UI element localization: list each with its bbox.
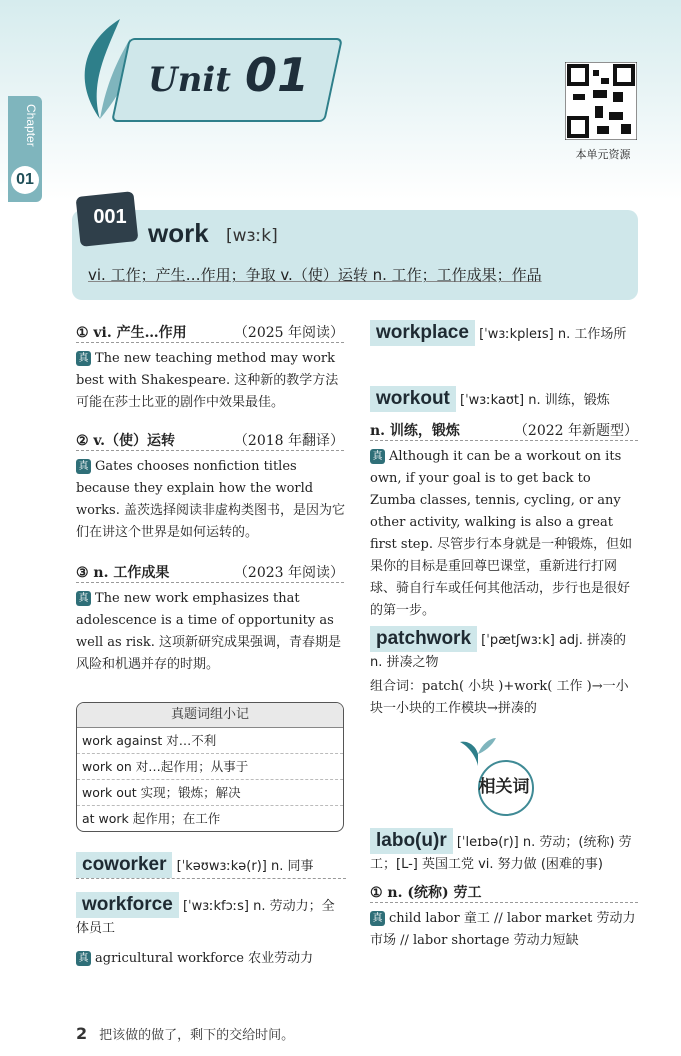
sense-3-example (76, 588, 346, 676)
entry-rest: [ˈpætʃwɜːk] adj. 拼凑的 n. 拼凑之物 (370, 633, 627, 670)
headword: patchwork (370, 626, 477, 652)
phrase-item: work on 对…起作用；从事于 (77, 754, 343, 780)
chapter-label: Chapter (24, 104, 38, 147)
patchwork-note: 组合词：patch( 小块 )+work( 工作 )→一小块一小块的工作模块→拼凑的 (370, 679, 629, 716)
phrase-item: at work 起作用；在工作 (82, 811, 221, 826)
workplace-entry (370, 320, 638, 346)
phrase-notes-box (76, 702, 344, 832)
workout-example (370, 446, 638, 622)
chapter-number: 01 (11, 166, 39, 194)
sense-1-head (76, 320, 344, 343)
sense-2-head (76, 428, 344, 451)
sense-source: （2018 年翻译） (233, 433, 344, 449)
unit-word: Unit (148, 60, 231, 100)
entry-rest: [ˈwɜːkpleɪs] n. 工作场所 (479, 327, 627, 342)
zhen-icon: 真 (76, 351, 91, 366)
workforce-entry (76, 892, 346, 940)
headword: coworker (76, 852, 172, 878)
headword: workforce (76, 892, 179, 918)
zhen-icon: 真 (76, 591, 91, 606)
entry-rest: [ˈwɜːkfɔːs] n. 劳动力；全体员工 (76, 899, 335, 936)
entry-number: 001 (93, 206, 127, 228)
qr-code-icon[interactable] (565, 62, 637, 140)
coworker-entry (76, 852, 346, 879)
phrase-item: work against 对…不利 (77, 728, 343, 754)
entry-phonetic: [wɜːk] (226, 226, 278, 246)
example-text: child labor 童工 // labor market 劳动力市场 // labor shortage 劳动力短缺 (370, 911, 636, 948)
workforce-example (76, 948, 346, 970)
labour-example (370, 908, 638, 952)
example-text: agricultural workforce 农业劳动力 (95, 951, 314, 966)
workout-sense-head (370, 418, 638, 441)
sense-source: （2023 年阅读） (233, 565, 344, 581)
sense-label: ② v.（使）运转 (76, 433, 176, 449)
labour-sense-head (370, 880, 638, 903)
zhen-icon: 真 (370, 911, 385, 926)
definition-text: vi. 工作；产生…作用；争取 v.（使）运转 n. 工作；工作成果；作品 (88, 266, 542, 284)
sense-label: ③ n. 工作成果 (76, 565, 170, 581)
headword: workplace (370, 320, 475, 346)
sense-source: （2025 年阅读） (233, 325, 344, 341)
zhen-icon: 真 (76, 951, 91, 966)
sense-label: ① n. (统称) 劳工 (370, 885, 482, 901)
zhen-icon: 真 (76, 459, 91, 474)
workout-entry (370, 386, 638, 412)
patchwork-entry (370, 626, 638, 674)
page-number: 2 (76, 1024, 88, 1043)
example-text: Gates chooses nonfiction titles because they explain how the world works. 盖茨选择阅读非虚构类图书，是因为它们在讲这个世界是如何运转的。 (76, 459, 345, 540)
headword: workout (370, 386, 456, 412)
entry-definition (88, 264, 628, 285)
sense-2-example (76, 456, 346, 544)
sense-source: （2022 年新题型） (513, 423, 638, 439)
example-text: The new work emphasizes that adolescence is a time of opportunity as well as risk. 这项新研究成果强调，青春期是风险和机遇并存的时期。 (76, 591, 342, 672)
related-label: 相关词 (478, 777, 530, 797)
labour-entry (370, 828, 638, 876)
entry-rest: [ˈwɜːkaʊt] n. 训练，锻炼 (460, 393, 610, 408)
phrase-item: work out 实现；锻炼；解决 (77, 780, 343, 806)
sense-label: ① vi. 产生…作用 (76, 325, 187, 341)
sense-label: n. 训练，锻炼 (370, 423, 460, 439)
unit-title (148, 48, 309, 108)
footer-motto: 把该做的做了，剩下的交给时间。 (99, 1028, 295, 1043)
entry-rest: [ˈkəʊwɜːkə(r)] n. 同事 (176, 859, 314, 874)
example-text: The new teaching method may work best with Shakespeare. 这种新的教学方法可能在莎士比亚的剧作中效果最佳。 (76, 351, 339, 410)
sense-1-example (76, 348, 346, 414)
qr-caption: 本单元资源 (575, 148, 631, 161)
entry-rest: [ˈleɪbə(r)] n. 劳动；(统称) 劳工；[L-] 英国工党 vi. 努力做 (困难的事) (370, 835, 632, 872)
page-footer (76, 1024, 294, 1043)
zhen-icon: 真 (370, 449, 385, 464)
unit-number: 01 (245, 48, 310, 102)
example-text: Although it can be a workout on its own, if your goal is to get back to Zumba classes, tennis, cycling, or any other activity, walking is also a great first step. 尽管步行本身就是一种锻炼，但如果你的目标是重回尊巴课堂，重新进行打网球、骑自行车或任何其他活动，步行也是很好的第一步。 (370, 449, 633, 618)
headword: labo(u)r (370, 828, 453, 854)
sense-3-head (76, 560, 344, 583)
phrase-notes-title: 真题词组小记 (77, 703, 343, 728)
entry-headword: work (148, 218, 209, 248)
